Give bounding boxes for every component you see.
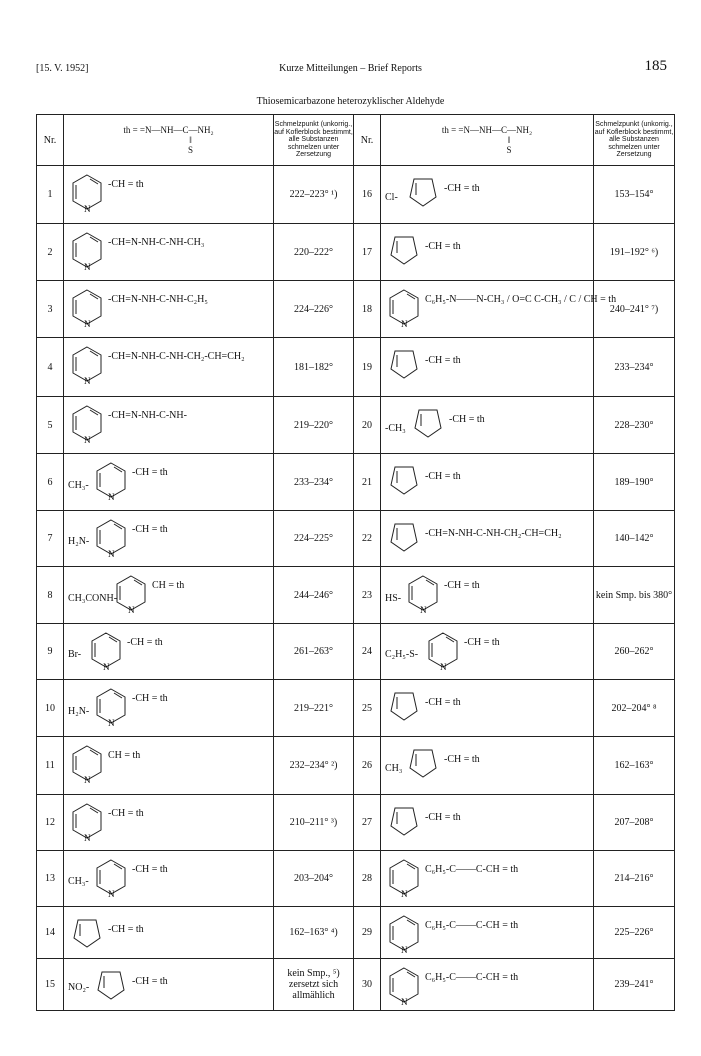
structure-formula: -CH = th [464,636,500,648]
structure-cell [64,454,274,511]
structure-cell [64,224,274,281]
compound-number: 3 [37,281,64,338]
five-ring-icon [408,746,438,780]
structure [64,625,273,679]
table-row [37,166,675,224]
melting-point: 261–263° [274,624,354,680]
structure [64,908,273,958]
melting-point: kein Smp. bis 380° [594,567,675,624]
compound-number: 16 [354,166,381,224]
structure-formula: -CH = th [425,811,461,823]
structure [381,738,593,794]
structure [381,796,593,850]
structure-cell [64,795,274,851]
compound-number: 20 [354,397,381,454]
structure [381,681,593,736]
melting-point: 207–208° [594,795,675,851]
structure [381,908,593,958]
pyridine-ring-icon [387,914,421,954]
table-row [37,567,675,624]
svg-text:N: N [103,661,110,671]
compound-number: 14 [37,907,64,959]
compound-number: 30 [354,959,381,1011]
col-header-formula-right [381,115,594,166]
structure [64,960,273,1010]
structure-cell [381,281,617,338]
structure [381,960,593,1010]
melting-point: 228–230° [594,397,675,454]
structure-cell [381,338,594,397]
structure-formula: -CH = th [132,692,168,704]
structure-cell [381,397,594,454]
pyridine-ring-icon [94,858,128,898]
compound-number: 24 [354,624,381,680]
compound-number: 9 [37,624,64,680]
five-ring-icon [72,916,102,950]
structure-formula: -CH = th [108,807,144,819]
pyridine-ring-icon [94,518,128,558]
substituent: -CH₃ [385,422,406,434]
melting-point: 224–225° [274,511,354,567]
structure-formula: -CH = th [127,636,163,648]
melting-point: 225–226° [594,907,675,959]
compound-number: 6 [37,454,64,511]
structure [381,852,593,906]
substituent: Br- [68,648,82,660]
svg-text:N: N [108,548,115,558]
structure-formula: -CH = th [132,975,168,987]
structure-cell [381,795,594,851]
svg-text:N: N [84,261,91,271]
substituent: CH₃CONH- [68,592,118,604]
five-ring-icon [389,347,419,381]
formula-header-line3: S [506,145,512,155]
structure [64,282,273,337]
col-header-mp: Schmelzpunkt (unkorrig., auf Koflerblock bestimmt, alle Substanzen schmelzen unter Zersetzung [274,115,354,166]
melting-point: 219–221° [274,680,354,737]
table-row [37,397,675,454]
structure-formula: CH = th [108,749,141,761]
table-row [37,454,675,511]
melting-point: 233–234° [274,454,354,511]
melting-point: 162–163° [594,737,675,795]
structure-formula: -CH = th [444,753,480,765]
table-row [37,907,675,959]
structure-formula: -CH = th [425,696,461,708]
structure [64,852,273,906]
five-ring-icon [413,406,443,440]
pyridine-ring-icon [89,631,123,671]
pyridine-ring-icon [70,231,104,271]
formula-header-line1: th = =N—NH—C—NH₂ [123,125,214,135]
pyridine-ring-icon [114,574,148,614]
structure-formula: -CH=N-NH-C-NH-CH₃ [108,236,205,248]
svg-text:N: N [401,944,408,954]
structure-formula: -CH = th [108,178,144,190]
structure-cell [381,454,594,511]
structure [381,512,593,566]
structure [381,398,593,453]
table-row [37,624,675,680]
melting-point: 214–216° [594,851,675,907]
structure-cell [64,737,274,795]
pyridine-ring-icon [406,574,440,614]
pyridine-ring-icon [387,858,421,898]
svg-text:N: N [84,203,91,213]
structure-cell [381,959,594,1011]
five-ring-icon [389,689,419,723]
structure-cell [64,397,274,454]
substituent: C₂H₅-S- [385,648,419,660]
structure [64,738,273,794]
structure-cell [381,907,594,959]
compound-number: 5 [37,397,64,454]
svg-text:N: N [84,832,91,842]
structure [64,398,273,453]
pyridine-ring-icon [70,404,104,444]
pyridine-ring-icon [387,288,421,328]
col-header-nr-right: Nr. [354,115,381,166]
compound-number: 22 [354,511,381,567]
structure-cell [64,281,274,338]
pyridine-ring-icon [94,461,128,501]
melting-point: 162–163° ⁴) [274,907,354,959]
structure-cell [381,511,594,567]
compound-number: 15 [37,959,64,1011]
structure [64,225,273,280]
substituent: Cl- [385,191,398,203]
melting-point: 240–241° ⁷) [594,281,675,338]
header-date: [15. V. 1952] [36,63,89,74]
structure-cell [381,851,594,907]
compound-number: 11 [37,737,64,795]
structure-cell [381,737,594,795]
structure [64,681,273,736]
col-header-nr: Nr. [37,115,64,166]
structure [381,282,617,337]
structure-cell [64,166,274,224]
formula-header-line2: ‖ [189,135,192,145]
melting-point: 219–220° [274,397,354,454]
pyridine-ring-icon [94,687,128,727]
svg-text:N: N [108,717,115,727]
structure-formula: -CH=N-NH-C-NH- [108,409,187,421]
substituent: H₂N- [68,535,90,547]
table-row [37,511,675,567]
header-journal: Kurze Mitteilungen – Brief Reports [279,63,422,74]
table-row [37,959,675,1011]
formula-header-line2: ‖ [507,135,511,145]
compound-number: 21 [354,454,381,511]
melting-point: 202–204° ⁸ [594,680,675,737]
compound-number: 1 [37,166,64,224]
compound-number: 10 [37,680,64,737]
structure-cell [381,567,594,624]
structure [64,512,273,566]
structure-cell [64,907,274,959]
melting-point: 232–234° ²) [274,737,354,795]
compound-number: 13 [37,851,64,907]
pyridine-ring-icon [70,173,104,213]
structure-formula: -CH = th [444,182,480,194]
col-header-mp-right: Schmelzpunkt (unkorrig., auf Koflerblock bestimmt, alle Substanzen schmelzen unter Zersetzung [594,115,675,166]
melting-point: 181–182° [274,338,354,397]
structure-formula: -CH=N-NH-C-NH-C₂H₅ [108,293,208,305]
svg-text:N: N [84,434,91,444]
svg-text:N: N [401,318,408,328]
melting-point: 153–154° [594,166,675,224]
formula-header-line1: th = =N—NH—C—NH₂ [441,125,533,135]
structure-cell [381,680,594,737]
compound-number: 7 [37,511,64,567]
melting-point: 224–226° [274,281,354,338]
svg-text:N: N [84,774,91,784]
melting-point: 222–223° ¹) [274,166,354,224]
table-row [37,680,675,737]
melting-point: 189–190° [594,454,675,511]
structure-cell [64,959,274,1011]
substituent: CH₃- [68,875,89,887]
compound-number: 4 [37,338,64,397]
svg-text:N: N [84,375,91,385]
structure-formula: -CH=N-NH-C-NH-CH₂-CH=CH₂ [425,527,562,539]
svg-text:N: N [401,888,408,898]
table-row [37,851,675,907]
table-row [37,281,675,338]
table-row [37,224,675,281]
five-ring-icon [96,968,126,1002]
structure [381,225,593,280]
structure [381,568,593,623]
compound-number: 23 [354,567,381,624]
structure-cell [381,224,594,281]
structure-cell [381,624,594,680]
structure-formula: -CH = th [425,470,461,482]
structure-cell [381,166,594,224]
svg-text:N: N [401,996,408,1006]
melting-point: 210–211° ³) [274,795,354,851]
structure-cell [64,511,274,567]
compound-number: 29 [354,907,381,959]
compound-number: 25 [354,680,381,737]
five-ring-icon [389,463,419,497]
structure [64,339,273,396]
compound-number: 8 [37,567,64,624]
melting-point: 191–192° ⁶) [594,224,675,281]
structure [64,568,273,623]
five-ring-icon [408,175,438,209]
formula-header-line3: S [187,145,193,155]
structure-cell [64,624,274,680]
svg-text:N: N [128,604,135,614]
structure-formula: -CH = th [425,240,461,252]
substituent: CH₃- [68,479,89,491]
compound-number: 27 [354,795,381,851]
substituent: NO₂- [68,981,90,993]
table-row [37,737,675,795]
table-title: Thiosemicarbazone heterozyklischer Aldehyde [256,96,445,107]
pyridine-ring-icon [70,288,104,328]
structure [64,167,273,223]
melting-point: 233–234° [594,338,675,397]
structure [381,339,593,396]
substituent: H₂N- [68,705,90,717]
structure-formula: C₆H₅-C——C-CH = th [425,919,519,931]
structure-formula: -CH = th [132,523,168,535]
melting-point: 244–246° [274,567,354,624]
page-number: 185 [644,58,667,74]
col-header-formula [64,115,274,166]
structure [381,625,593,679]
table-body [37,166,675,1011]
structure-formula: C₆H₅-N——N-CH₃ / O=C C-CH₃ / C / CH = th [425,293,617,305]
structure [64,455,273,510]
melting-point: kein Smp., ⁵) zersetzt sich allmählich [274,959,354,1011]
svg-text:N: N [108,491,115,501]
five-ring-icon [389,804,419,838]
svg-text:N: N [440,661,447,671]
compound-number: 18 [354,281,381,338]
five-ring-icon [389,233,419,267]
structure-formula: -CH = th [132,863,168,875]
melting-point: 239–241° [594,959,675,1011]
five-ring-icon [389,520,419,554]
svg-text:N: N [420,604,427,614]
structure-formula: -CH=N-NH-C-NH-CH₂-CH=CH₂ [108,350,245,362]
melting-point: 220–222° [274,224,354,281]
pyridine-ring-icon [70,744,104,784]
structure-cell [64,851,274,907]
table-row [37,795,675,851]
structure-cell [64,680,274,737]
pyridine-ring-icon [70,345,104,385]
structure [381,167,593,223]
structure-formula: -CH = th [444,579,480,591]
pyridine-ring-icon [387,966,421,1006]
pyridine-ring-icon [70,802,104,842]
substituent: HS- [385,592,402,604]
structure-formula: -CH = th [425,354,461,366]
structure-formula: C₆H₅-C——C-CH = th [425,863,519,875]
svg-text:N: N [84,318,91,328]
structure-formula: CH = th [152,579,185,591]
structure-cell [64,338,274,397]
melting-point: 140–142° [594,511,675,567]
structure-formula: -CH = th [108,923,144,935]
melting-point: 260–262° [594,624,675,680]
structure-formula: C₆H₅-C——C-CH = th [425,971,519,983]
structure-formula: -CH = th [132,466,168,478]
compound-number: 19 [354,338,381,397]
compound-number: 12 [37,795,64,851]
thiosemicarbazone-table [36,114,675,1011]
melting-point: 203–204° [274,851,354,907]
structure-formula: -CH = th [449,413,485,425]
table-header-row [37,115,675,166]
compound-number: 17 [354,224,381,281]
structure [64,796,273,850]
compound-number: 2 [37,224,64,281]
structure [381,455,593,510]
pyridine-ring-icon [426,631,460,671]
table-row [37,338,675,397]
svg-text:N: N [108,888,115,898]
compound-number: 28 [354,851,381,907]
structure-cell [64,567,274,624]
compound-number: 26 [354,737,381,795]
substituent: CH₃ [385,762,403,774]
